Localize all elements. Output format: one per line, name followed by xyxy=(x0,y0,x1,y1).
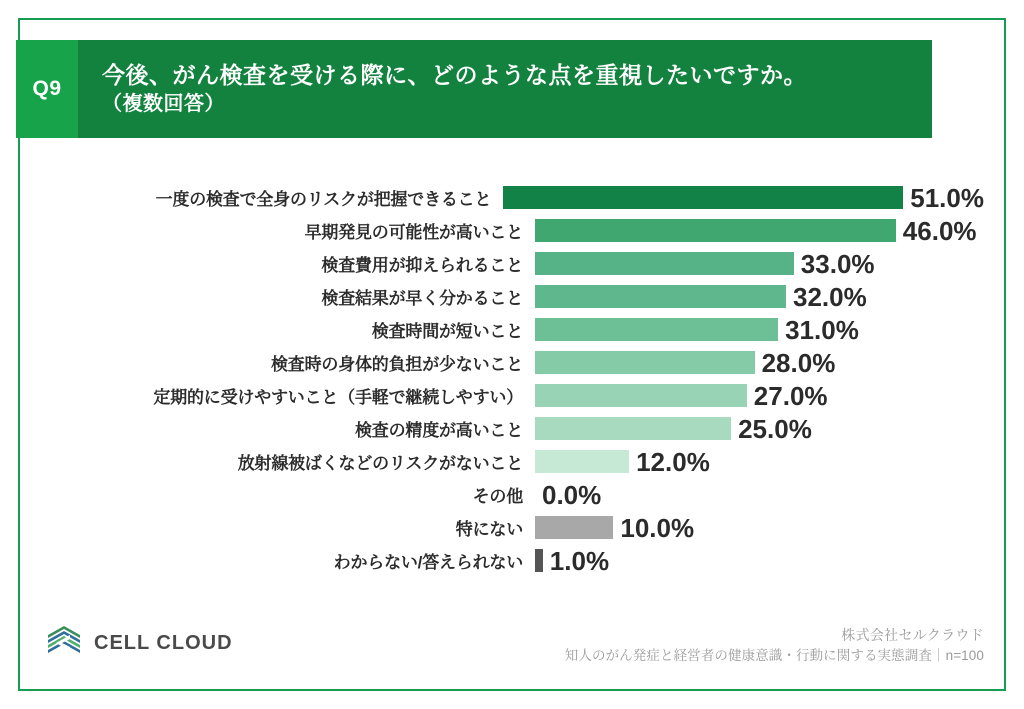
bar-chart xyxy=(40,182,984,578)
chart-category-label: 放射線被ばくなどのリスクがないこと xyxy=(237,454,523,473)
question-title-line2: （複数回答） xyxy=(102,93,225,116)
chart-row xyxy=(40,182,984,213)
chart-value-label: 51.0% xyxy=(910,182,984,213)
chart-bar-wrap xyxy=(535,281,984,312)
chart-category-label: 一度の検査で全身のリスクが把握できること xyxy=(155,190,492,209)
chart-row xyxy=(40,347,984,378)
chart-category-label: その他 xyxy=(472,487,523,506)
chart-row xyxy=(40,413,984,444)
chart-bar-wrap xyxy=(535,446,984,477)
question-title xyxy=(78,40,932,138)
chart-row xyxy=(40,281,984,312)
brand-name: CELL CLOUD xyxy=(94,631,233,654)
chart-category-label: 特にない xyxy=(455,520,523,539)
chart-bar-wrap xyxy=(535,479,984,510)
question-header xyxy=(16,40,932,138)
chart-bar xyxy=(535,450,629,473)
footer-survey-name: 知人のがん発症と経営者の健康意識・行動に関する実態調査｜n=100 xyxy=(564,648,984,663)
cell-cloud-logo-icon xyxy=(44,623,84,663)
chart-bar-wrap xyxy=(535,314,984,345)
chart-value-label: 32.0% xyxy=(793,281,867,312)
chart-category-label: 検査費用が抑えられること xyxy=(321,256,523,275)
chart-value-label: 0.0% xyxy=(542,479,602,510)
chart-category-label: わからない/答えられない xyxy=(333,553,523,572)
chart-bar xyxy=(535,549,543,572)
chart-value-label: 12.0% xyxy=(636,446,710,477)
chart-category-label: 検査時間が短いこと xyxy=(371,322,523,341)
chart-bar-wrap xyxy=(535,512,984,543)
chart-value-label: 10.0% xyxy=(620,512,695,543)
chart-row xyxy=(40,215,984,246)
chart-bar-wrap xyxy=(535,380,984,411)
chart-bar-wrap xyxy=(535,215,984,246)
chart-row xyxy=(40,314,984,345)
chart-row xyxy=(40,545,984,576)
chart-category-label: 検査時の身体的負担が少ないこと xyxy=(271,355,523,374)
chart-row xyxy=(40,380,984,411)
chart-row xyxy=(40,446,984,477)
chart-value-label: 31.0% xyxy=(785,314,859,345)
chart-value-label: 1.0% xyxy=(549,545,610,576)
chart-bar-wrap xyxy=(535,545,984,576)
chart-value-label: 28.0% xyxy=(761,347,836,378)
question-number-badge: Q9 xyxy=(16,40,78,138)
chart-category-label: 早期発見の可能性が高いこと xyxy=(304,223,523,242)
chart-value-label: 46.0% xyxy=(902,215,977,246)
chart-bar xyxy=(535,417,731,440)
chart-bar-wrap xyxy=(535,413,984,444)
slide-footer xyxy=(44,623,984,669)
chart-bar xyxy=(503,186,903,209)
chart-category-label: 検査の精度が高いこと xyxy=(355,421,523,440)
brand-logo xyxy=(44,623,233,663)
chart-bar-wrap xyxy=(535,347,984,378)
chart-bar xyxy=(535,318,778,341)
question-title-line1: 今後、がん検査を受ける際に、どのような点を重視したいですか。 xyxy=(102,61,807,88)
chart-bar xyxy=(535,219,896,242)
chart-bar xyxy=(535,384,747,407)
chart-category-label: 定期的に受けやすいこと（手軽で継続しやすい） xyxy=(153,388,523,407)
footer-company-name: 株式会社セルクラウド xyxy=(841,627,984,643)
chart-value-label: 27.0% xyxy=(753,380,828,411)
chart-bar xyxy=(535,516,613,539)
chart-bar-wrap xyxy=(503,182,984,213)
chart-value-label: 33.0% xyxy=(800,248,875,279)
chart-row xyxy=(40,479,984,510)
chart-value-label: 25.0% xyxy=(738,413,812,444)
chart-bar-wrap xyxy=(535,248,984,279)
chart-category-label: 検査結果が早く分かること xyxy=(321,289,523,308)
chart-bar xyxy=(535,252,794,275)
chart-row xyxy=(40,512,984,543)
chart-bar xyxy=(535,351,755,374)
footer-credits xyxy=(565,625,984,666)
chart-bar xyxy=(535,285,786,308)
chart-row xyxy=(40,248,984,279)
